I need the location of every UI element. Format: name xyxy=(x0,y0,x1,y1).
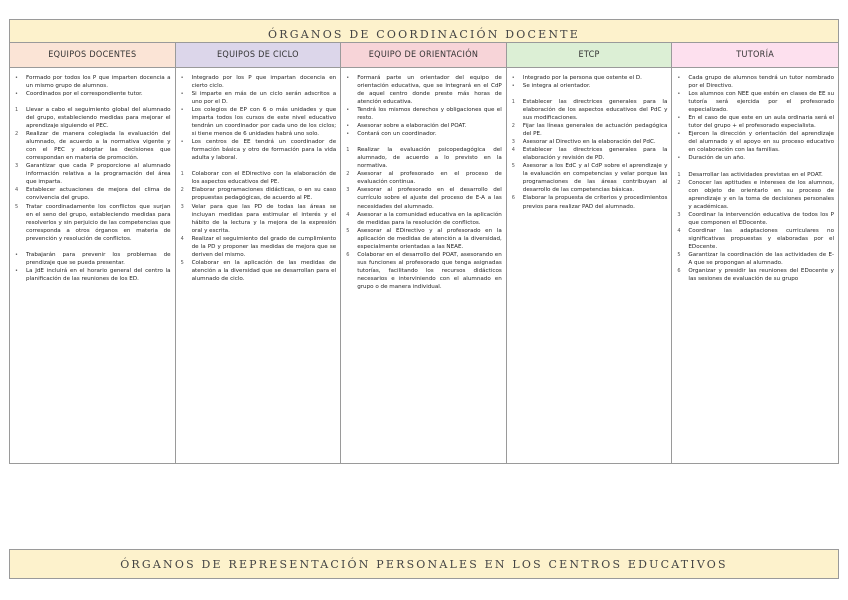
list-item xyxy=(677,227,834,251)
item-list xyxy=(512,74,668,211)
list-item xyxy=(181,235,337,259)
bullet-marker: • xyxy=(180,139,184,146)
top-section-title: ÓRGANOS DE COORDINACIÓN DOCENTE xyxy=(9,19,839,49)
bullet-marker: • xyxy=(346,107,350,114)
list-item xyxy=(346,211,502,227)
list-item-text: Los centros de EE tendrá un coordinador de formación básica y otro de formación para la vida adulta y laboral. xyxy=(191,139,337,162)
bullet-marker: • xyxy=(677,155,681,162)
list-item xyxy=(15,267,171,283)
list-item-text: Realizar la evaluación psicopedagógica del alumnado, de acuerdo a lo previsto en la normativa. xyxy=(357,147,502,170)
list-item-text: Elaborar la propuesta de criterios y procedimientos previos para realizar PAD del alumnado. xyxy=(522,195,668,210)
column-header-tutoria: TUTORÍA xyxy=(672,43,838,68)
list-item-text: La JdE incluirá en el horario general del centro la planificación de las reuniones de los ED. xyxy=(26,267,171,282)
list-item xyxy=(181,90,337,106)
item-list xyxy=(677,74,834,283)
list-item-text: Los alumnos con NEE que estén en clases de EE su tutoría será ejercida por el profesorado especializado. xyxy=(688,91,834,114)
list-item-text: Duración de un año. xyxy=(688,155,746,162)
list-item-text: Los colegios de EP con 6 o más unidades y que imparta todos los cursos de este nivel educativo tendrán un coordinador por cada uno de los ciclos; si tiene menos de 6 unidades habrá uno solo. xyxy=(191,107,337,138)
list-item xyxy=(512,122,668,138)
list-item-text: Asesorar a la comunidad educativa en la aplicación de medidas para la resolución de conflictos. xyxy=(357,211,502,226)
list-item xyxy=(512,194,668,210)
number-marker: 4 xyxy=(677,227,681,234)
list-item xyxy=(677,90,834,114)
item-list xyxy=(181,74,337,283)
number-marker: 2 xyxy=(180,187,184,194)
list-item-text: Asesorar a los EdC y al CdP sobre el aprendizaje y la evaluación en competencias y velar porque las programaciones de las áreas contribuyan al desarrollo de las competencias básicas. xyxy=(522,163,668,194)
list-item-text: Realizar el seguimiento del grado de cumplimiento de la PD y proponer las medidas de mejora que se deriven del mismo. xyxy=(191,235,337,258)
list-item-text: Velar para que las PD de todas las áreas se incluyan medidas para estimular el interés y el hábito de la lectura y la mejora de la expresión oral y escrita. xyxy=(191,203,337,234)
bullet-marker: • xyxy=(15,75,18,81)
list-item-text: Integrado por los P que impartan docencia en cierto ciclo. xyxy=(191,75,337,90)
bullet-marker: • xyxy=(15,251,18,258)
number-marker: 1 xyxy=(511,98,515,105)
list-item-text: Asesorar al Directivo en la elaboración del PdC. xyxy=(522,139,656,146)
list-item xyxy=(512,146,668,162)
list-item xyxy=(15,90,171,98)
list-item-text: Se integra al orientador. xyxy=(522,83,591,90)
list-item-text: Coordinar las adaptaciones curriculares no significativas propuestas y elaboradas por el EDocente. xyxy=(688,227,834,250)
list-item xyxy=(346,146,502,170)
list-item xyxy=(677,154,834,162)
column-body-equipo-de-orientacion xyxy=(341,68,507,463)
list-item-text: Llevar a cabo el seguimiento global del alumnado del grupo, estableciendo medidas para mejorar el aprendizaje siguiendo el PEC. xyxy=(26,106,171,130)
number-marker: 5 xyxy=(346,227,350,234)
list-item xyxy=(181,203,337,235)
number-marker: 6 xyxy=(346,251,350,258)
list-item xyxy=(15,251,171,267)
bullet-marker: • xyxy=(677,115,681,122)
number-marker: 1 xyxy=(677,171,681,178)
list-item xyxy=(677,171,834,179)
list-item-text: Establecer actuaciones de mejora del clima de convivencia del grupo. xyxy=(26,187,171,202)
list-item-text: Integrado por la persona que ostente el D. xyxy=(522,75,642,81)
number-marker: 1 xyxy=(15,106,19,113)
column-header-equipos-docentes: EQUIPOS DOCENTES xyxy=(10,43,176,68)
list-item-text: Asesorar sobre a elaboración del POAT. xyxy=(357,123,467,130)
number-marker: 4 xyxy=(15,187,19,194)
column-header-equipos-de-ciclo: EQUIPOS DE CICLO xyxy=(176,43,342,68)
column-body-equipos-de-ciclo xyxy=(176,68,342,463)
list-item-text: Formará parte un orientador del equipo de orientación educativa, que se integrará en el CdP de aquel centro donde preste más horas de atención educativa. xyxy=(357,75,502,106)
list-item-text: Colaborar en la aplicación de las medidas de atención a la diversidad que se desarrollan para el alumnado de ciclo. xyxy=(191,259,337,282)
list-item-text: Establecer las directrices generales para la elaboración de los aspectos educativos del PdC y sus modificaciones. xyxy=(522,98,668,121)
list-item xyxy=(346,106,502,122)
list-item xyxy=(346,122,502,130)
bullet-marker: • xyxy=(511,83,515,90)
number-marker: 3 xyxy=(677,211,681,218)
number-marker: 2 xyxy=(677,179,681,186)
list-item xyxy=(346,130,502,138)
bullet-marker: • xyxy=(677,75,681,81)
number-marker: 5 xyxy=(511,163,515,170)
column-body-tutoria xyxy=(672,68,838,463)
number-marker: 1 xyxy=(180,171,184,178)
list-item xyxy=(15,106,171,130)
bullet-marker: • xyxy=(180,91,184,98)
list-item xyxy=(346,74,502,106)
list-item-text: Fijar las líneas generales de actuación pedagógica del PE. xyxy=(522,123,668,138)
bullet-marker: • xyxy=(346,75,350,81)
number-marker: 4 xyxy=(180,235,184,242)
bullet-marker: • xyxy=(346,131,350,138)
list-item xyxy=(15,203,171,243)
list-item xyxy=(346,170,502,186)
list-item xyxy=(15,130,171,162)
list-item-text: Garantizar la coordinación de las actividades de E-A que se propongan al alumnado. xyxy=(688,252,834,267)
number-marker: 2 xyxy=(511,123,515,130)
list-item-text: Ejercen la dirección y orientación del aprendizaje del alumnado y el apoyo en su proceso educativo en colaboración con las familias. xyxy=(688,131,834,154)
number-marker: 3 xyxy=(15,163,19,170)
number-marker: 6 xyxy=(677,268,681,275)
bullet-marker: • xyxy=(15,267,18,274)
list-item xyxy=(512,138,668,146)
list-item xyxy=(512,162,668,194)
list-item xyxy=(677,130,834,154)
column-body-etcp xyxy=(507,68,673,463)
number-marker: 1 xyxy=(346,147,350,154)
list-item xyxy=(15,74,171,90)
list-item xyxy=(677,114,834,130)
list-item xyxy=(512,74,668,82)
column-header-etcp: ETCP xyxy=(507,43,673,68)
list-item xyxy=(677,74,834,90)
column-body-equipos-docentes xyxy=(10,68,176,463)
list-item xyxy=(346,186,502,210)
number-marker: 6 xyxy=(511,195,515,202)
list-item-text: Coordinar la intervención educativa de todos los P que componen el EDocente. xyxy=(688,211,834,226)
number-marker: 3 xyxy=(511,139,515,146)
list-item-text: Tendrá los mismos derechos y obligaciones que el resto. xyxy=(357,107,502,122)
list-item-text: Asesorar al EDirectivo y al profesorado en la aplicación de medidas de atención a la diversidad, especialmente orientadas a las NEAE. xyxy=(357,227,502,250)
bullet-marker: • xyxy=(677,131,681,138)
list-item-text: Garantizar que cada P proporcione al alumnado información relativa a la programación del área que imparta. xyxy=(26,163,171,186)
list-item xyxy=(677,267,834,283)
list-item xyxy=(512,98,668,122)
list-item xyxy=(677,251,834,267)
list-item-text: Asesorar al profesorado en el proceso de evaluación continua. xyxy=(357,171,502,186)
list-item-text: Coordinados por el correspondiente tutor. xyxy=(26,91,143,98)
list-item xyxy=(181,170,337,186)
coordination-table xyxy=(9,42,839,464)
number-marker: 2 xyxy=(346,171,350,178)
bullet-marker: • xyxy=(180,75,184,81)
bullet-marker: • xyxy=(15,91,18,98)
list-item-text: Elaborar programaciones didácticas, o en su caso propuestas pedagógicas, de acuerdo al PE. xyxy=(191,187,337,202)
list-item-text: Colaborar en el desarrollo del POAT, asesorando en sus funciones al profesorado que tenga asignadas tutorías, facilitando los recursos didácticos necesarios e interviniendo con el alumnado en grupo o de manera individual. xyxy=(357,251,502,290)
list-item xyxy=(677,179,834,211)
list-item xyxy=(181,74,337,90)
list-item xyxy=(512,82,668,90)
number-marker: 5 xyxy=(180,259,184,266)
number-marker: 3 xyxy=(346,187,350,194)
list-item xyxy=(15,162,171,186)
list-item xyxy=(15,186,171,202)
list-item-text: Conocer las aptitudes e intereses de los alumnos, con objeto de orientarlo en su proceso de aprendizaje y en la toma de decisiones personales y académicas. xyxy=(688,179,834,210)
item-list xyxy=(346,74,502,291)
number-marker: 2 xyxy=(15,131,19,138)
bullet-marker: • xyxy=(677,91,681,98)
list-item xyxy=(346,227,502,251)
list-item xyxy=(181,259,337,283)
list-item xyxy=(181,138,337,162)
list-item-text: Organizar y presidir las reuniones del EDocente y las sesiones de evaluación de su grupo xyxy=(688,268,834,283)
list-item-text: Formado por todos los P que imparten docencia a un mismo grupo de alumnos. xyxy=(26,75,171,90)
number-marker: 5 xyxy=(677,252,681,259)
list-item-text: Establecer las directrices generales para la elaboración y revisión de PD. xyxy=(522,147,668,162)
list-item-text: Desarrollar las actividades previstas en el POAT. xyxy=(688,171,823,178)
column-header-equipo-de-orientacion: EQUIPO DE ORIENTACIÓN xyxy=(341,43,507,68)
list-item-text: Trabajarán para prevenir los problemas de prendizaje que se pueda presentar. xyxy=(26,251,171,266)
list-item-text: Cada grupo de alumnos tendrá un tutor nombrado por el Directivo. xyxy=(688,75,834,90)
bullet-marker: • xyxy=(180,107,184,114)
list-item-text: En el caso de que este en un aula ordinaria será el tutor del grupo + el profesorado especialista. xyxy=(688,115,834,130)
number-marker: 3 xyxy=(180,203,184,210)
list-item xyxy=(181,186,337,202)
list-item-text: Contará con un coordinador. xyxy=(357,131,437,138)
number-marker: 4 xyxy=(511,147,515,154)
list-item-text: Realizar de manera colegiada la evaluación del alumnado, de acuerdo a la normativa vigente y con el PEC y adoptar las decisiones que correspondan en materia de promoción. xyxy=(26,131,171,162)
number-marker: 4 xyxy=(346,211,350,218)
list-item-text: Si imparte en más de un ciclo serán adscritos a uno por el D. xyxy=(191,91,337,106)
bullet-marker: • xyxy=(346,123,350,130)
list-item-text: Tratar coordinadamente los conflictos que surjan en el seno del grupo, estableciendo medidas para resolverlos y sin perjuicio de las competencias que corresponda a otros órganos en materia de prevención y resolución de conflictos. xyxy=(26,203,171,242)
item-list xyxy=(15,74,171,283)
number-marker: 5 xyxy=(15,203,19,210)
list-item-text: Colaborar con el EDirectivo con la elaboración de los aspectos educativos del PE. xyxy=(191,171,337,186)
list-item xyxy=(346,251,502,291)
list-item xyxy=(677,211,834,227)
bottom-section-title: ÓRGANOS DE REPRESENTACIÓN PERSONALES EN LOS CENTROS EDUCATIVOS xyxy=(9,549,839,579)
list-item xyxy=(181,106,337,138)
list-item-text: Asesorar al profesorado en el desarrollo del currículo sobre el ajuste del proceso de E-A a las necesidades del alumnado. xyxy=(357,187,502,210)
bullet-marker: • xyxy=(511,75,515,81)
